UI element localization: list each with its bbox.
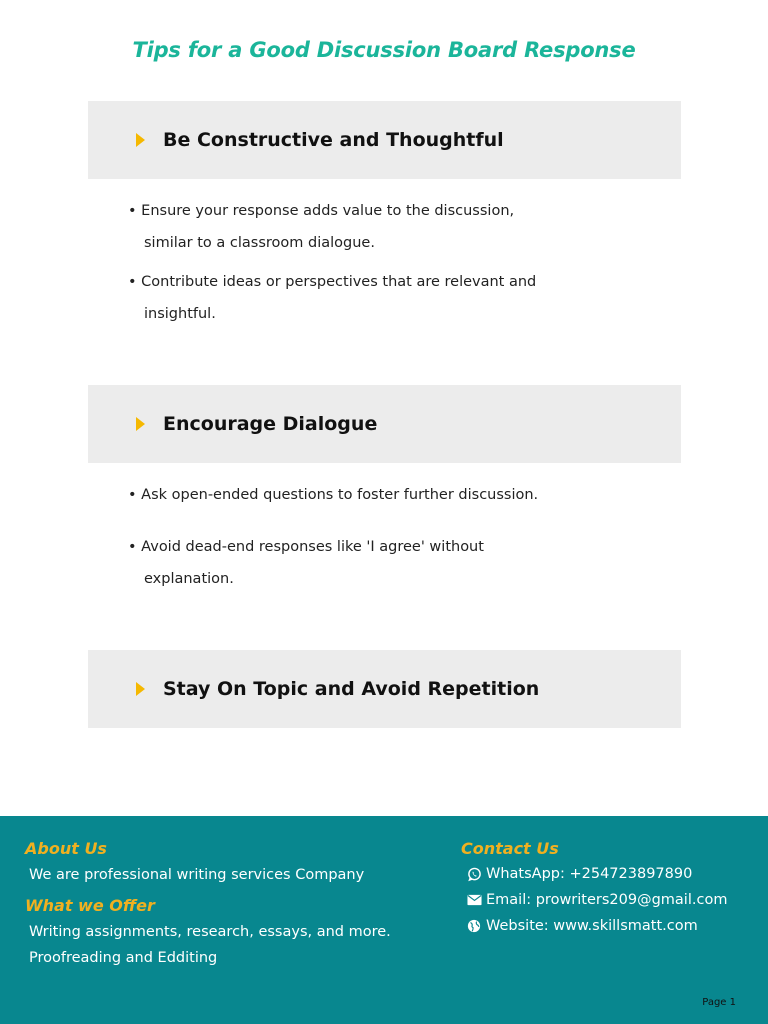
globe-icon (466, 918, 482, 934)
section-title: Stay On Topic and Avoid Repetition (163, 678, 540, 700)
about-text: We are professional writing services Company (29, 867, 365, 883)
page-title: Tips for a Good Discussion Board Response (132, 38, 636, 62)
section-header-constructive (88, 101, 681, 179)
offer-line: Proofreading and Edditing (29, 950, 218, 966)
bullet-line: • Ensure your response adds value to the discussion, (128, 203, 515, 219)
bullet-line: • Ask open-ended questions to foster further discussion. (128, 487, 539, 503)
bullet-item (128, 195, 514, 259)
caret-right-icon (136, 417, 145, 431)
offer-heading: What we Offer (25, 896, 155, 915)
contact-text: Email: prowriters209@gmail.com (486, 892, 728, 908)
envelope-icon (466, 892, 482, 908)
section-title: Encourage Dialogue (163, 413, 378, 435)
caret-right-icon (136, 133, 145, 147)
offer-line: Writing assignments, research, essays, and more. (29, 924, 391, 940)
whatsapp-icon (466, 866, 482, 882)
bullet-line-continued: explanation. (144, 571, 234, 587)
bullet-line: • Avoid dead-end responses like 'I agree' without (128, 539, 484, 555)
footer (0, 816, 768, 1024)
contact-email[interactable] (466, 892, 727, 908)
contact-website[interactable] (466, 918, 698, 934)
about-heading: About Us (25, 839, 107, 858)
contact-whatsapp[interactable] (466, 866, 692, 882)
bullet-item (128, 266, 536, 330)
page-number: Page 1 (702, 997, 736, 1008)
bullet-line-continued: similar to a classroom dialogue. (144, 235, 375, 251)
contact-heading: Contact Us (461, 839, 559, 858)
contact-text: WhatsApp: +254723897890 (486, 866, 693, 882)
bullet-item (128, 531, 484, 595)
section-header-dialogue (88, 385, 681, 463)
bullet-line: • Contribute ideas or perspectives that are relevant and (128, 274, 537, 290)
bullet-item (128, 479, 538, 511)
section-header-on-topic (88, 650, 681, 728)
contact-text: Website: www.skillsmatt.com (486, 918, 698, 934)
section-title: Be Constructive and Thoughtful (163, 129, 504, 151)
caret-right-icon (136, 682, 145, 696)
bullet-line-continued: insightful. (144, 306, 216, 322)
